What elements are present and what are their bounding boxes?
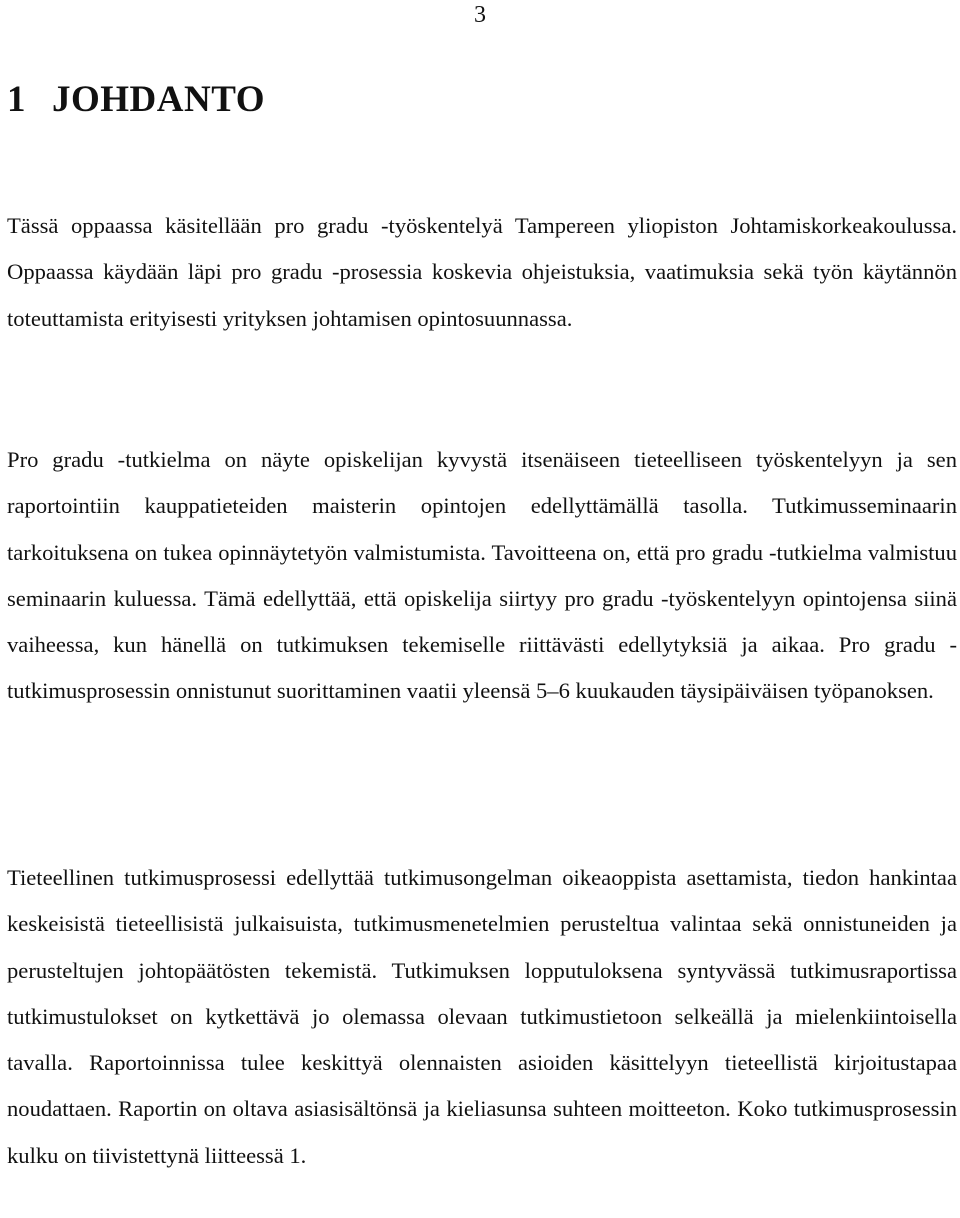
chapter-number: 1	[7, 79, 26, 120]
paragraph-research-process: Tieteellinen tutkimusprosessi edellyttää tutkimusongelman oikeaoppista asettamista, tiedon hankintaa keskeisistä tieteellisistä julkaisuista, tutkimusmenetelmien perusteltua valintaa sekä onnistuneiden ja perusteltujen johtopäätösten tekemistä. Tutkimuksen lopputuloksena syntyvässä tutkimusraportissa tutkimustulokset on kytkettävä jo olemassa olevaan tutkimustietoon selkeällä ja mielenkiintoisella tavalla. Raportoinnissa tulee keskittyä olennaisten asioiden käsittelyyn tieteellistä kirjoitustapaa noudattaen. Raportin on oltava asiasisältönsä ja kieliasunsa suhteen moitteeton. Koko tutkimusprosessin kulku on tiivistettynä liitteessä 1.	[7, 865, 957, 1168]
chapter-title: JOHDANTO	[52, 79, 266, 120]
paragraph-introduction: Tässä oppaassa käsitellään pro gradu -työskentelyä Tampereen yliopiston Johtamiskorkeakoulussa. Oppaassa käydään läpi pro gradu -prosessia koskevia ohjeistuksia, vaatimuksia sekä työn käytännön toteuttamista erityisesti yrityksen johtamisen opintosuunnassa.	[7, 213, 957, 331]
paragraph-thesis-description: Pro gradu -tutkielma on näyte opiskelijan kyvystä itsenäiseen tieteelliseen työskentelyyn ja sen raportointiin kauppatieteiden maisterin opintojen edellyttämällä tasolla. Tutkimusseminaarin tarkoituksena on tukea opinnäytetyön valmistumista. Tavoitteena on, että pro gradu -tutkielma valmistuu seminaarin kuluessa. Tämä edellyttää, että opiskelija siirtyy pro gradu -työskentelyyn opintojensa siinä vaiheessa, kun hänellä on tutkimuksen tekemiselle riittävästi edellytyksiä ja aikaa. Pro gradu -tutkimusprosessin onnistunut suorittaminen vaatii yleensä 5–6 kuukauden täysipäiväisen työpanoksen.	[7, 447, 957, 704]
chapter-heading	[7, 78, 265, 122]
page-number: 3	[474, 2, 486, 28]
